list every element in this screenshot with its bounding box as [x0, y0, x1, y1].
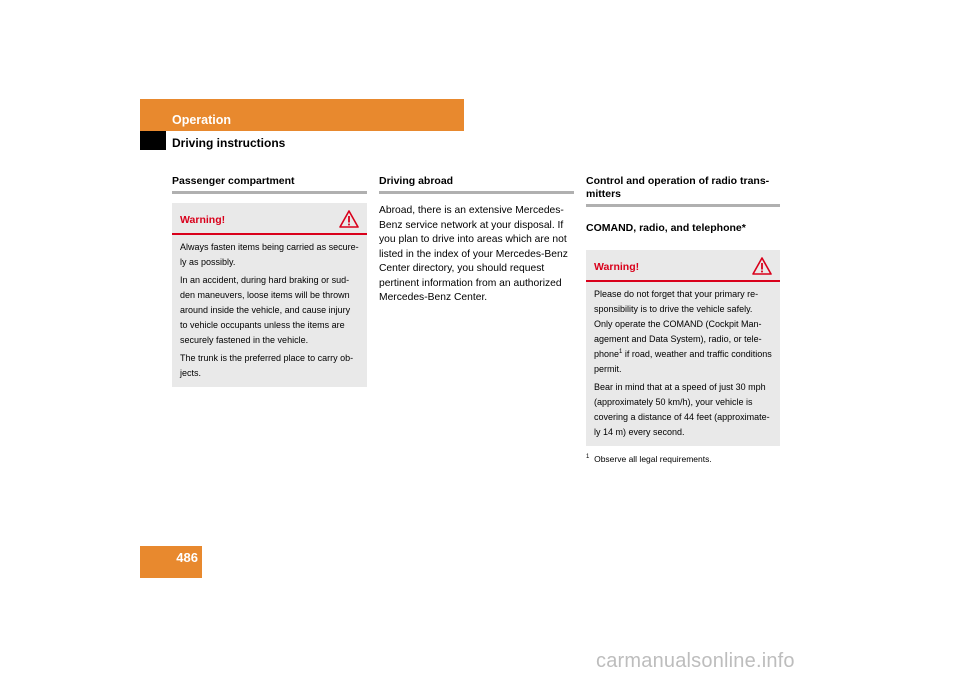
footnote-ref: 1 [619, 349, 623, 355]
column-driving-abroad [379, 175, 574, 306]
footnote [586, 454, 780, 464]
warning-paragraph: The trunk is the preferred place to carry ob-jects. [180, 353, 354, 378]
warning-body [172, 235, 367, 387]
warning-title: Warning! [180, 214, 226, 226]
subheading-comand: COMAND, radio, and telephone* [586, 222, 746, 234]
heading-radio-transmitters: Control and operation of radio trans-mitters [586, 175, 780, 207]
footnote-text: Observe all legal requirements. [594, 454, 712, 464]
warning-paragraph: Always fasten items being carried as secure-ly as possibly. [180, 242, 359, 267]
subsection-title: Driving instructions [172, 136, 286, 150]
warning-text: Please do not forget that your primary re-sponsibility is to drive the vehicle safely. Only operate the COMAND (Cockpit Man-agement and Data System), radio, or tele-phone [594, 289, 762, 359]
footnote-mark: 1 [586, 454, 590, 461]
warning-header [172, 203, 367, 235]
column-passenger-compartment [172, 175, 367, 387]
page-number: 486 [176, 550, 198, 565]
warning-triangle-icon [339, 210, 359, 228]
warning-box [586, 250, 780, 446]
heading-driving-abroad: Driving abroad [379, 175, 574, 194]
warning-title: Warning! [594, 261, 640, 273]
warning-body [586, 282, 780, 446]
warning-text: if road, weather and traffic conditions permit. [594, 349, 772, 374]
header-marker [140, 131, 166, 150]
warning-header [586, 250, 780, 282]
driving-abroad-text: Abroad, there is an extensive Mercedes-Benz service network at your disposal. If you plan to drive into areas which are not listed in the index of your Mercedes-Benz Center directory, you should request pertinent information from an authorized Mercedes-Benz Center. [379, 205, 568, 303]
warning-box [172, 203, 367, 387]
column-radio-transmitters [586, 175, 780, 464]
warning-triangle-icon [752, 257, 772, 275]
warning-paragraph: Bear in mind that at a speed of just 30 mph (approximately 50 km/h), your vehicle is covering a distance of 44 feet (approximate-ly 14 m) every second. [594, 382, 770, 437]
warning-paragraph: In an accident, during hard braking or sud-den maneuvers, loose items will be thrown around inside the vehicle, and cause injury to vehicle occupants unless the items are securely fastened in the vehicle. [180, 275, 351, 345]
section-title: Operation [172, 113, 232, 127]
warning-paragraph [594, 287, 772, 377]
watermark: carmanualsonline.info [596, 650, 795, 672]
heading-passenger-compartment: Passenger compartment [172, 175, 367, 194]
